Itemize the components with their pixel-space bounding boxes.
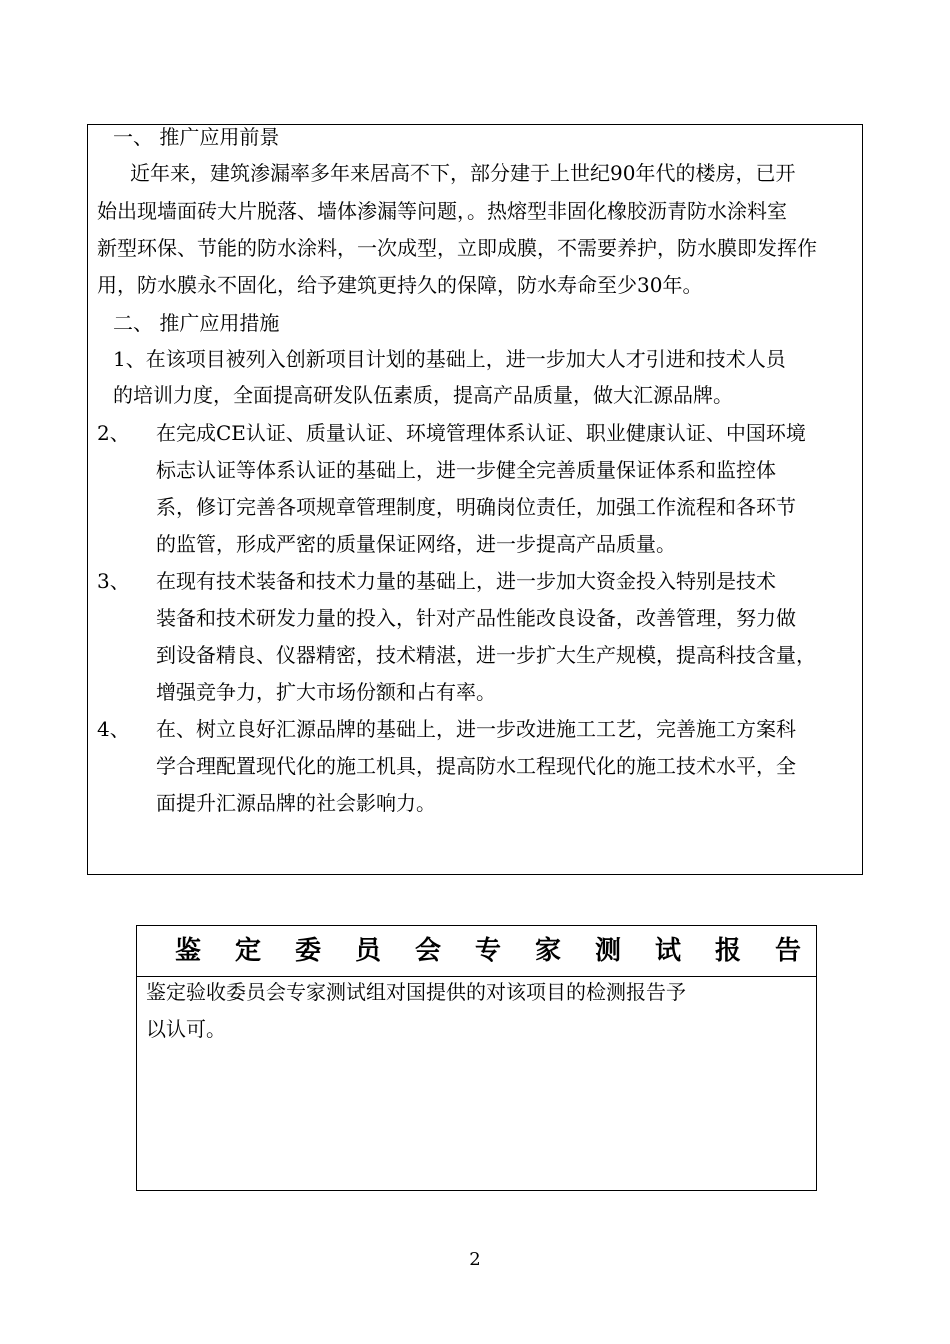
title-char-5: 会 bbox=[415, 936, 442, 966]
title-char-1: 鉴 bbox=[175, 936, 202, 966]
title-char-10: 报 bbox=[715, 936, 742, 966]
title-char-9: 试 bbox=[655, 936, 682, 966]
item3-number: 3、 bbox=[97, 569, 130, 593]
title-char-2: 定 bbox=[235, 936, 262, 966]
item2-line-2: 标志认证等体系认证的基础上，进一步健全完善质量保证体系和监控体 bbox=[156, 458, 776, 482]
item4-line-2: 学合理配置现代化的施工机具，提高防水工程现代化的施工技术水平，全 bbox=[156, 754, 796, 778]
item2-line-3: 系，修订完善各项规章管理制度，明确岗位责任，加强工作流程和各环节 bbox=[156, 495, 796, 519]
item3-line-2: 装备和技术研发力量的投入，针对产品性能改良设备，改善管理，努力做 bbox=[156, 606, 796, 630]
section1-line-4: 用，防水膜永不固化，给予建筑更持久的保障，防水寿命至少30年。 bbox=[97, 273, 703, 297]
title-char-6: 专 bbox=[475, 936, 502, 966]
item4-line-1: 在、树立良好汇源品牌的基础上，进一步改进施工工艺，完善施工方案科 bbox=[156, 717, 796, 741]
item2-line-1: 在完成CE认证、质量认证、环境管理体系认证、职业健康认证、中国环境 bbox=[156, 421, 806, 445]
item1-line-2: 的培训力度，全面提高研发队伍素质，提高产品质量，做大汇源品牌。 bbox=[113, 383, 733, 407]
title-char-11: 告 bbox=[775, 936, 802, 966]
title-char-3: 委 bbox=[295, 936, 322, 966]
section1-line-1: 近年来，建筑渗漏率多年来居高不下，部分建于上世纪90年代的楼房，已开 bbox=[130, 161, 796, 185]
item1-line-1: 1、在该项目被列入创新项目计划的基础上，进一步加大人才引进和技术人员 bbox=[113, 347, 786, 371]
item2-number: 2、 bbox=[97, 421, 130, 445]
committee-body-line-1: 鉴定验收委员会专家测试组对国提供的对该项目的检测报告予 bbox=[146, 980, 686, 1004]
promotion-section-box bbox=[87, 124, 863, 875]
title-char-7: 家 bbox=[535, 936, 562, 966]
committee-report-box bbox=[136, 925, 817, 1191]
item4-number: 4、 bbox=[97, 717, 130, 741]
committee-report-title bbox=[137, 926, 816, 977]
committee-body-line-2: 以认可。 bbox=[146, 1017, 226, 1041]
item2-line-4: 的监管，形成严密的质量保证网络，进一步提高产品质量。 bbox=[156, 532, 676, 556]
section1-heading: 一、 推广应用前景 bbox=[113, 125, 280, 149]
item3-line-4: 增强竞争力，扩大市场份额和占有率。 bbox=[156, 680, 496, 704]
section2-heading: 二、 推广应用措施 bbox=[113, 311, 280, 335]
page-number: 2 bbox=[469, 1249, 481, 1270]
item3-line-1: 在现有技术装备和技术力量的基础上，进一步加大资金投入特别是技术 bbox=[156, 569, 776, 593]
section1-line-2: 始出现墙面砖大片脱落、墙体渗漏等问题，。热熔型非固化橡胶沥青防水涂料室 bbox=[97, 199, 787, 223]
item4-line-3: 面提升汇源品牌的社会影响力。 bbox=[156, 791, 436, 815]
section1-line-3: 新型环保、节能的防水涂料，一次成型，立即成膜，不需要养护，防水膜即发挥作 bbox=[97, 236, 817, 260]
title-char-8: 测 bbox=[595, 936, 622, 966]
item3-line-3: 到设备精良、仪器精密，技术精湛，进一步扩大生产规模，提高科技含量， bbox=[156, 643, 816, 667]
title-char-4: 员 bbox=[355, 936, 382, 966]
